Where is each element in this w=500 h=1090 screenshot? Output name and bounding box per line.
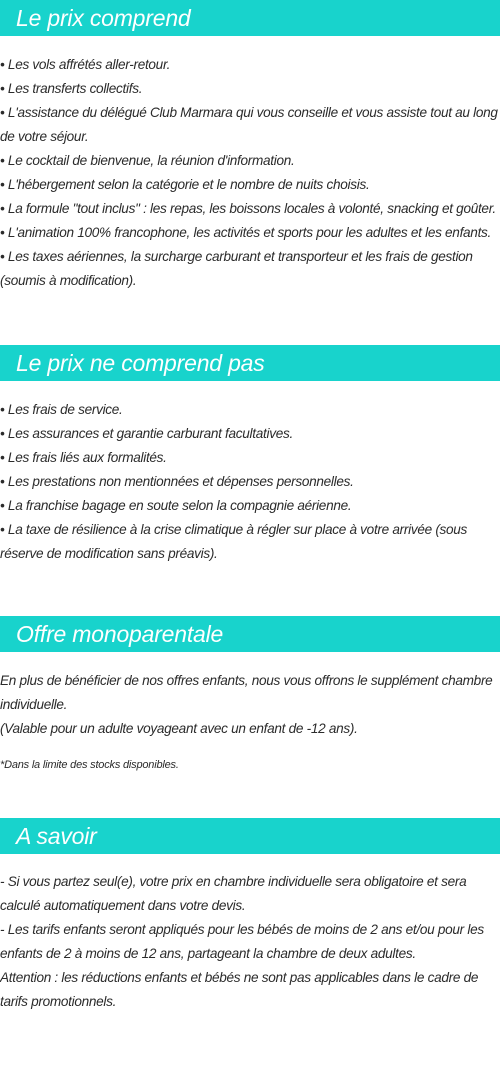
footnote: *Dans la limite des stocks disponibles. bbox=[0, 759, 179, 771]
section-title: A savoir bbox=[16, 823, 97, 849]
section-header-price-includes bbox=[0, 0, 500, 36]
list-item: • La formule "tout inclus" : les repas, les boissons locales à volonté, snacking et goûter. bbox=[0, 201, 496, 216]
section-price-includes bbox=[0, 0, 500, 293]
section-title: Le prix ne comprend pas bbox=[16, 350, 265, 376]
section-price-excludes bbox=[0, 345, 500, 566]
list-item: • La franchise bagage en soute selon la compagnie aérienne. bbox=[0, 498, 352, 513]
section-content bbox=[0, 854, 500, 1014]
list-item: • Les vols affrétés aller-retour. bbox=[0, 57, 171, 72]
section-good-to-know bbox=[0, 818, 500, 1014]
included-list bbox=[0, 53, 500, 293]
paragraph: - Si vous partez seul(e), votre prix en chambre individuelle sera obligatoire et sera calculé automatiquement dans votre devis. bbox=[0, 874, 467, 913]
list-item: • Les prestations non mentionnées et dépenses personnelles. bbox=[0, 474, 354, 489]
list-item: • Les frais liés aux formalités. bbox=[0, 450, 167, 465]
list-item: • L'hébergement selon la catégorie et le nombre de nuits choisis. bbox=[0, 177, 370, 192]
section-content bbox=[0, 652, 500, 773]
paragraph: (Valable pour un adulte voyageant avec un enfant de -12 ans). bbox=[0, 721, 358, 736]
section-header-single-parent bbox=[0, 616, 500, 652]
section-header-price-excludes bbox=[0, 345, 500, 381]
section-content bbox=[0, 381, 500, 566]
list-item: • L'animation 100% francophone, les activités et sports pour les adultes et les enfants. bbox=[0, 225, 492, 240]
list-item: • Les transferts collectifs. bbox=[0, 81, 143, 96]
list-item: • L'assistance du délégué Club Marmara qui vous conseille et vous assiste tout au long de votre séjour. bbox=[0, 105, 498, 144]
section-single-parent-offer bbox=[0, 616, 500, 773]
list-item: • Le cocktail de bienvenue, la réunion d'information. bbox=[0, 153, 295, 168]
section-content bbox=[0, 36, 500, 293]
section-header-good-to-know bbox=[0, 818, 500, 854]
list-item: • Les assurances et garantie carburant facultatives. bbox=[0, 426, 293, 441]
paragraph: Attention : les réductions enfants et bébés ne sont pas applicables dans le cadre de tarifs promotionnels. bbox=[0, 970, 479, 1009]
list-item: • Les taxes aériennes, la surcharge carburant et transporteur et les frais de gestion (soumis à modification). bbox=[0, 249, 473, 288]
excluded-list bbox=[0, 398, 500, 566]
paragraph: En plus de bénéficier de nos offres enfants, nous vous offrons le supplément chambre individuelle. bbox=[0, 673, 493, 712]
list-item: • Les frais de service. bbox=[0, 402, 123, 417]
list-item: • La taxe de résilience à la crise climatique à régler sur place à votre arrivée (sous réserve de modification sans préavis). bbox=[0, 522, 468, 561]
section-title: Offre monoparentale bbox=[16, 621, 224, 647]
section-title: Le prix comprend bbox=[16, 5, 191, 31]
paragraph: - Les tarifs enfants seront appliqués pour les bébés de moins de 2 ans et/ou pour les enfants de 2 à moins de 12 ans, partageant la chambre de deux adultes. bbox=[0, 922, 484, 961]
